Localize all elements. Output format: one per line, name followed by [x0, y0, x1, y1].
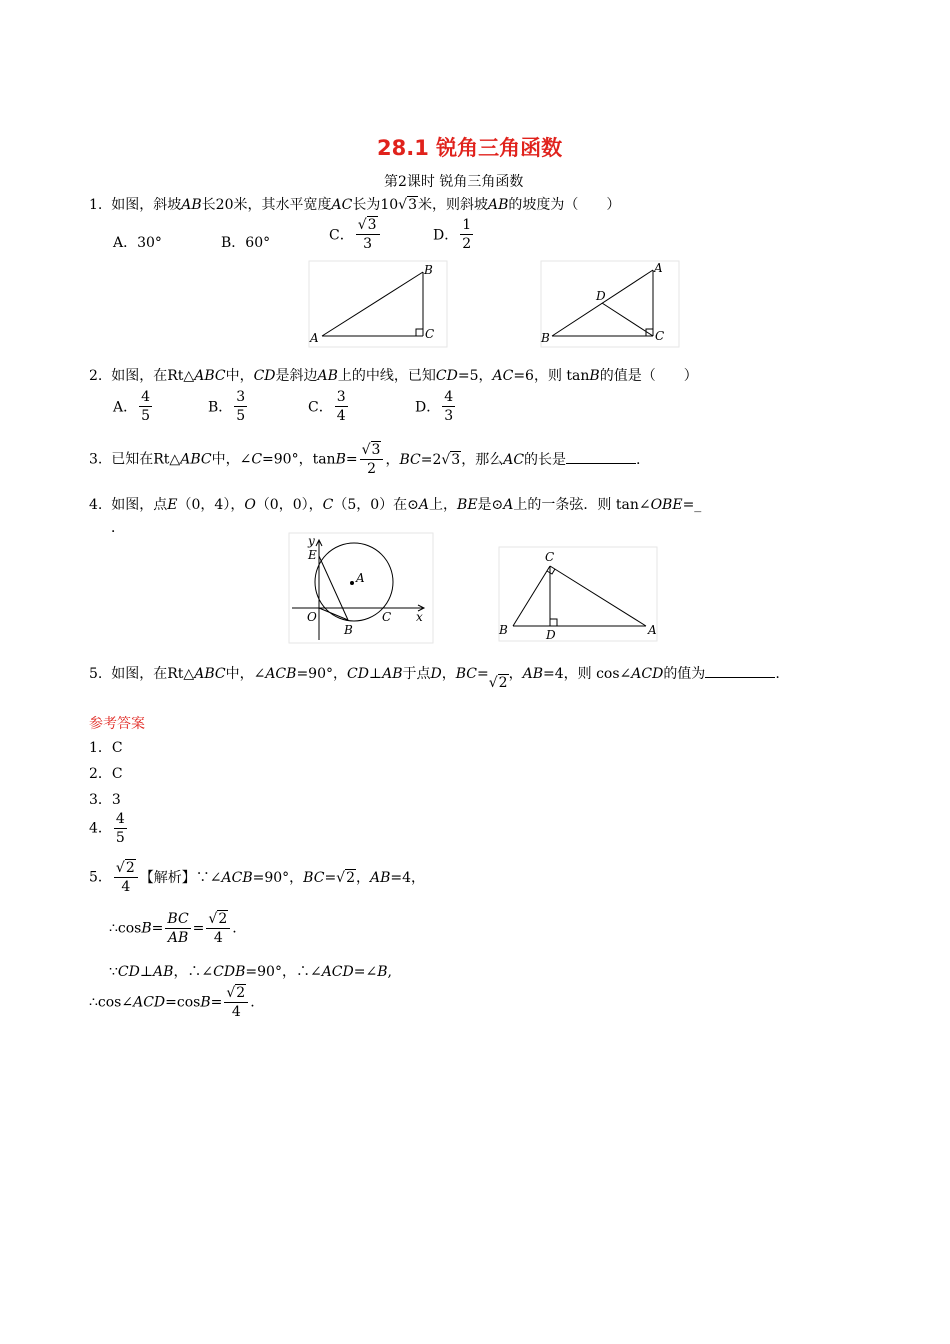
- q2-option-a: A． $\frac{4}{5}$: [113, 389, 151, 424]
- figure-altitude-triangle: [498, 546, 658, 642]
- answer-5-line4: ∴cos∠ACD=cosB= $\frac{√2}{4}$ .: [89, 985, 255, 1020]
- fig2-label-c: C: [655, 329, 665, 343]
- answer-3: 3．3: [89, 792, 121, 808]
- fig2-label-a: A: [654, 261, 663, 275]
- fig3-label-a: A: [356, 571, 365, 585]
- fig3-label-y: y: [308, 534, 315, 548]
- answer-5-line3: ∵CD⊥AB，∴∠CDB=90°，∴∠ACD=∠B,: [109, 964, 392, 980]
- fig2-label-d: D: [596, 289, 606, 303]
- fig4-label-a: A: [648, 623, 657, 637]
- figure-median-triangle: [540, 260, 680, 348]
- question-3: 3. 已知在Rt△ABC中，∠C=90°，tanB= $\frac{√3}{2}$ ，BC=2√3，那么AC的长是 .: [89, 442, 641, 477]
- question-4-line2: ．: [111, 520, 125, 536]
- fig4-label-d: D: [546, 628, 556, 642]
- fig2-label-b: B: [541, 331, 550, 345]
- q2-option-c: C． $\frac{3}{4}$: [308, 389, 346, 424]
- answer-2: 2．C: [89, 766, 123, 782]
- answer-5: 5． $\frac{√2}{4}$ 【解析】∵∠ACB=90°，BC=√2，AB=4，: [89, 860, 426, 895]
- fig4-label-c: C: [545, 550, 555, 564]
- fig3-label-e: E: [308, 548, 317, 562]
- answer-5-line2: ∴cosB= $\frac{BC}{AB}$ = $\frac{√2}{4}$ .: [109, 911, 237, 946]
- q2-option-d: D． $\frac{4}{3}$: [415, 389, 454, 424]
- fig3-label-x: x: [416, 610, 423, 624]
- question-4: 4. 如图，点E（0，4），O（0，0），C（5，0）在⊙A上，BE是⊙A上的一条弦．则 tan∠OBE=_: [89, 497, 702, 513]
- fig1-label-c: C: [425, 327, 435, 341]
- fig4-label-b: B: [499, 623, 508, 637]
- answers-heading: 参考答案: [89, 716, 145, 732]
- q2-option-b: B． $\frac{3}{5}$: [208, 389, 246, 424]
- fig3-label-c: C: [382, 610, 392, 624]
- fig3-label-o: O: [307, 610, 317, 624]
- q1-option-d: D． $\frac{1}{2}$: [433, 217, 472, 252]
- q3-answer-blank: [566, 451, 636, 464]
- fig3-label-b: B: [344, 623, 353, 637]
- q1-option-a: A．30°: [113, 235, 162, 251]
- question-2: 2. 如图，在Rt△ABC中，CD是斜边AB上的中线，已知CD=5，AC=6，则 tanB的值是（ ）: [89, 368, 698, 384]
- q1-option-c: C． $\frac{√3}{3}$: [329, 218, 382, 251]
- page-subtitle: 第2课时 锐角三角函数: [384, 174, 524, 190]
- q1-option-b: B．60°: [221, 235, 271, 251]
- question-5: 5. 如图，在Rt△ABC中，∠ACB=90°，CD⊥AB于点D，BC=√2，AB=4，则 cos∠ACD的值为 .: [89, 666, 780, 691]
- page-title: 28.1 锐角三角函数: [377, 136, 563, 160]
- figure-slope-triangle: [308, 260, 448, 348]
- answer-4: 4． $\frac{4}{5}$: [89, 811, 125, 846]
- answer-1: 1．C: [89, 740, 123, 756]
- question-1: 1. 如图，斜坡AB长20米，其水平宽度AC长为10√3米，则斜坡AB的坡度为（ ）: [89, 197, 621, 213]
- fig1-label-b: B: [424, 263, 433, 277]
- q5-answer-blank: [705, 665, 775, 678]
- figure-circle-axes: [288, 532, 434, 644]
- fig1-label-a: A: [310, 331, 319, 345]
